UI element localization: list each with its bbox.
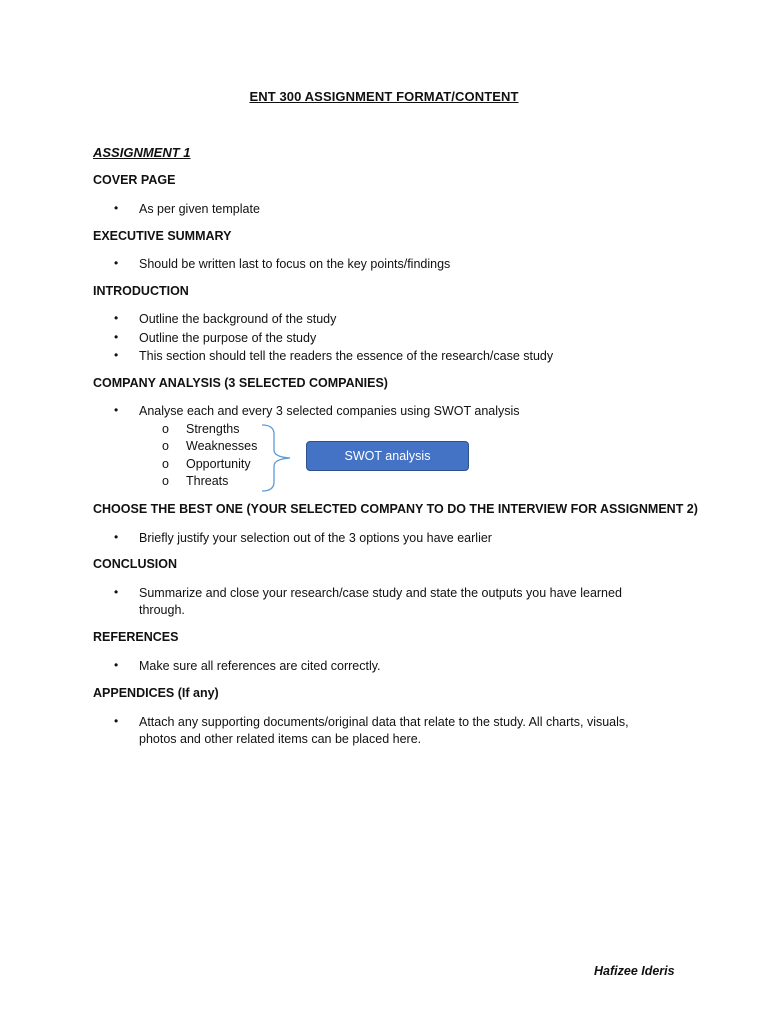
bullet-text: Summarize and close your research/case study and state the outputs you have learned through. <box>139 586 622 617</box>
sub-bullet-text: Opportunity <box>186 457 251 471</box>
bullet-dot-icon: • <box>114 585 119 599</box>
bullet-dot-icon: • <box>114 403 119 417</box>
bullet-dot-icon: • <box>114 530 119 544</box>
bullet-dot-icon: • <box>114 201 119 215</box>
sub-bullet-text: Threats <box>186 474 229 488</box>
sub-bullet-circle-icon: o <box>162 422 169 436</box>
bullet-text: As per given template <box>139 202 260 216</box>
sub-bullet-text: Strengths <box>186 422 240 436</box>
bullet-dot-icon: • <box>114 714 119 728</box>
bullet-dot-icon: • <box>114 311 119 325</box>
assignment-label: ASSIGNMENT 1 <box>93 145 191 160</box>
heading-choose-best: CHOOSE THE BEST ONE (YOUR SELECTED COMPANY TO DO THE INTERVIEW FOR ASSIGNMENT 2) <box>93 502 698 516</box>
bullet-text: Briefly justify your selection out of the 3 options you have earlier <box>139 531 492 545</box>
sub-bullet-circle-icon: o <box>162 457 169 471</box>
author-signature: Hafizee Ideris <box>594 964 675 978</box>
bullet-text: Analyse each and every 3 selected companies using SWOT analysis <box>139 404 520 418</box>
bullet-dot-icon: • <box>114 330 119 344</box>
heading-cover-page: COVER PAGE <box>93 173 176 187</box>
document-title: ENT 300 ASSIGNMENT FORMAT/CONTENT <box>249 89 519 104</box>
sub-bullet-circle-icon: o <box>162 439 169 453</box>
heading-company-analysis: COMPANY ANALYSIS (3 SELECTED COMPANIES) <box>93 376 388 390</box>
bullet-dot-icon: • <box>114 256 119 270</box>
heading-introduction: INTRODUCTION <box>93 284 189 298</box>
heading-executive-summary: EXECUTIVE SUMMARY <box>93 229 232 243</box>
heading-appendices: APPENDICES (If any) <box>93 686 219 700</box>
bullet-text: Make sure all references are cited correctly. <box>139 659 381 673</box>
swot-analysis-box: SWOT analysis <box>306 441 469 471</box>
right-brace-icon <box>260 424 300 492</box>
bullet-text: Outline the background of the study <box>139 312 337 326</box>
heading-references: REFERENCES <box>93 630 179 644</box>
bullet-text: This section should tell the readers the essence of the research/case study <box>139 349 554 363</box>
bullet-dot-icon: • <box>114 658 119 672</box>
heading-conclusion: CONCLUSION <box>93 557 178 571</box>
sub-bullet-circle-icon: o <box>162 474 169 488</box>
sub-bullet-text: Weaknesses <box>186 439 258 453</box>
bullet-text: Should be written last to focus on the key points/findings <box>139 257 451 271</box>
bullet-dot-icon: • <box>114 348 119 362</box>
bullet-text: Outline the purpose of the study <box>139 331 317 345</box>
bullet-text: Attach any supporting documents/original data that relate to the study. All charts, visuals, photos and other related items can be placed here. <box>139 715 629 746</box>
